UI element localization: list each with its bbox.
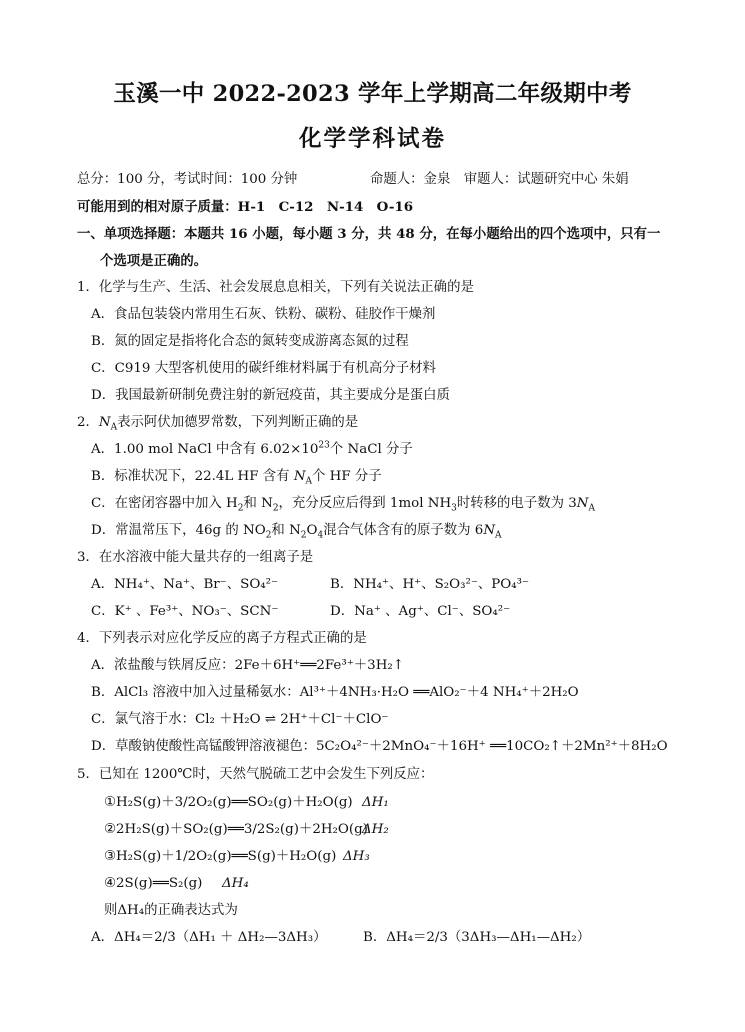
q5-dh4: ΔH₄	[222, 876, 249, 891]
q5-reaction-4: ④2S(g)══S₂(g)	[104, 876, 203, 891]
q3-option-b: B．NH₄⁺、H⁺、S₂O₃²⁻、PO₄³⁻	[330, 577, 530, 592]
q3-option-d: D．Na⁺ 、Ag⁺、Cl⁻、SO₄²⁻	[330, 604, 511, 619]
q4-stem: 4．下列表示对应化学反应的离子方程式正确的是	[77, 631, 367, 646]
q3-option-c: C．K⁺ 、Fe³⁺、NO₃⁻、SCN⁻	[91, 604, 279, 619]
q4-option-a: A．浓盐酸与铁屑反应：2Fe＋6H⁺══2Fe³⁺＋3H₂↑	[91, 658, 404, 673]
exam-subtitle: 化学学科试卷	[298, 126, 446, 152]
q5-reaction-1: ①H₂S(g)＋3/2O₂(g)══SO₂(g)＋H₂O(g)	[104, 795, 353, 810]
section1-instruction-cont: 个选项是正确的。	[100, 253, 208, 269]
q5-stem: 5．已知在 1200℃时，天然气脱硫工艺中会发生下列反应：	[77, 767, 434, 782]
q1-stem: 1．化学与生产、生活、社会发展息息相关，下列有关说法正确的是	[77, 280, 474, 295]
exam-total-info: 总分：100 分，考试时间：100 分钟	[77, 172, 298, 187]
q5-option-a: A．ΔH₄＝2/3（ΔH₁ ＋ ΔH₂—3ΔH₃）	[91, 930, 327, 945]
exam-authors: 命题人：金泉 审题人：试题研究中心 朱娟	[370, 172, 629, 187]
q1-option-a: A．食品包装袋内常用生石灰、铁粉、碳粉、硅胶作干燥剂	[91, 307, 436, 322]
exam-title: 玉溪一中 2022-2023 学年上学期高二年级期中考	[113, 81, 632, 107]
q2-stem: 2．$N_A$表示阿伏加德罗常数，下列判断正确的是	[77, 415, 359, 433]
q1-option-d: D．我国最新研制免费注射的新冠疫苗，其主要成分是蛋白质	[91, 388, 450, 403]
atomic-mass-line: 可能用到的相对原子质量：H-1 C-12 N-14 O-16	[77, 199, 414, 215]
q4-option-b: B．AlCl₃ 溶液中加入过量稀氨水：Al³⁺＋4NH₃·H₂O ══AlO₂⁻＋4 NH₄⁺＋2H₂O	[91, 685, 579, 700]
q3-stem: 3．在水溶液中能大量共存的一组离子是	[77, 550, 314, 565]
q2-option-b: B．标准状况下，22.4L HF 含有 $N_A$个 HF 分子	[91, 469, 382, 487]
q5-dh2: ΔH₂	[362, 822, 389, 837]
q5-dh3: ΔH₃	[343, 849, 370, 864]
q2-option-a: A．1.00 mol NaCl 中含有 $6.02\times 10^{23}$个 NaCl 分子	[91, 440, 413, 457]
q5-reaction-2: ②2H₂S(g)＋SO₂(g)══3/2S₂(g)＋2H₂O(g)	[104, 822, 368, 837]
q5-option-b: B．ΔH₄＝2/3（3ΔH₃—ΔH₁—ΔH₂）	[363, 930, 591, 945]
q5-ask: 则ΔH₄的正确表达式为	[104, 903, 238, 918]
q5-reaction-3: ③H₂S(g)＋1/2O₂(g)══S(g)＋H₂O(g)	[104, 849, 337, 864]
q2-option-c: C．在密闭容器中加入 $H_2$和 $N_2$，充分反应后得到 1mol $NH_3$时转移的电子数为 $3N_A$	[91, 496, 595, 514]
section1-instruction: 一、单项选择题：本题共 16 小题，每小题 3 分，共 48 分，在每小题给出的四个选项中，只有一	[77, 226, 661, 242]
q1-option-c: C．C919 大型客机使用的碳纤维材料属于有机高分子材料	[91, 361, 436, 376]
q4-option-d: D．草酸钠使酸性高锰酸钾溶液褪色：5C₂O₄²⁻＋2MnO₄⁻＋16H⁺ ══10CO₂↑＋2Mn²⁺＋8H₂O	[91, 739, 668, 754]
q5-dh1: ΔH₁	[362, 795, 389, 810]
q1-option-b: B．氮的固定是指将化合态的氮转变成游离态氮的过程	[91, 334, 409, 349]
q3-option-a: A．NH₄⁺、Na⁺、Br⁻、SO₄²⁻	[91, 577, 279, 592]
q4-option-c: C．氯气溶于水：Cl₂ ＋H₂O ⇌ 2H⁺＋Cl⁻＋ClO⁻	[91, 712, 389, 727]
q2-option-d: D．常温常压下，46g 的 $NO_2$和 $N_2O_4$混合气体含有的原子数为 $6N_A$	[91, 523, 502, 541]
